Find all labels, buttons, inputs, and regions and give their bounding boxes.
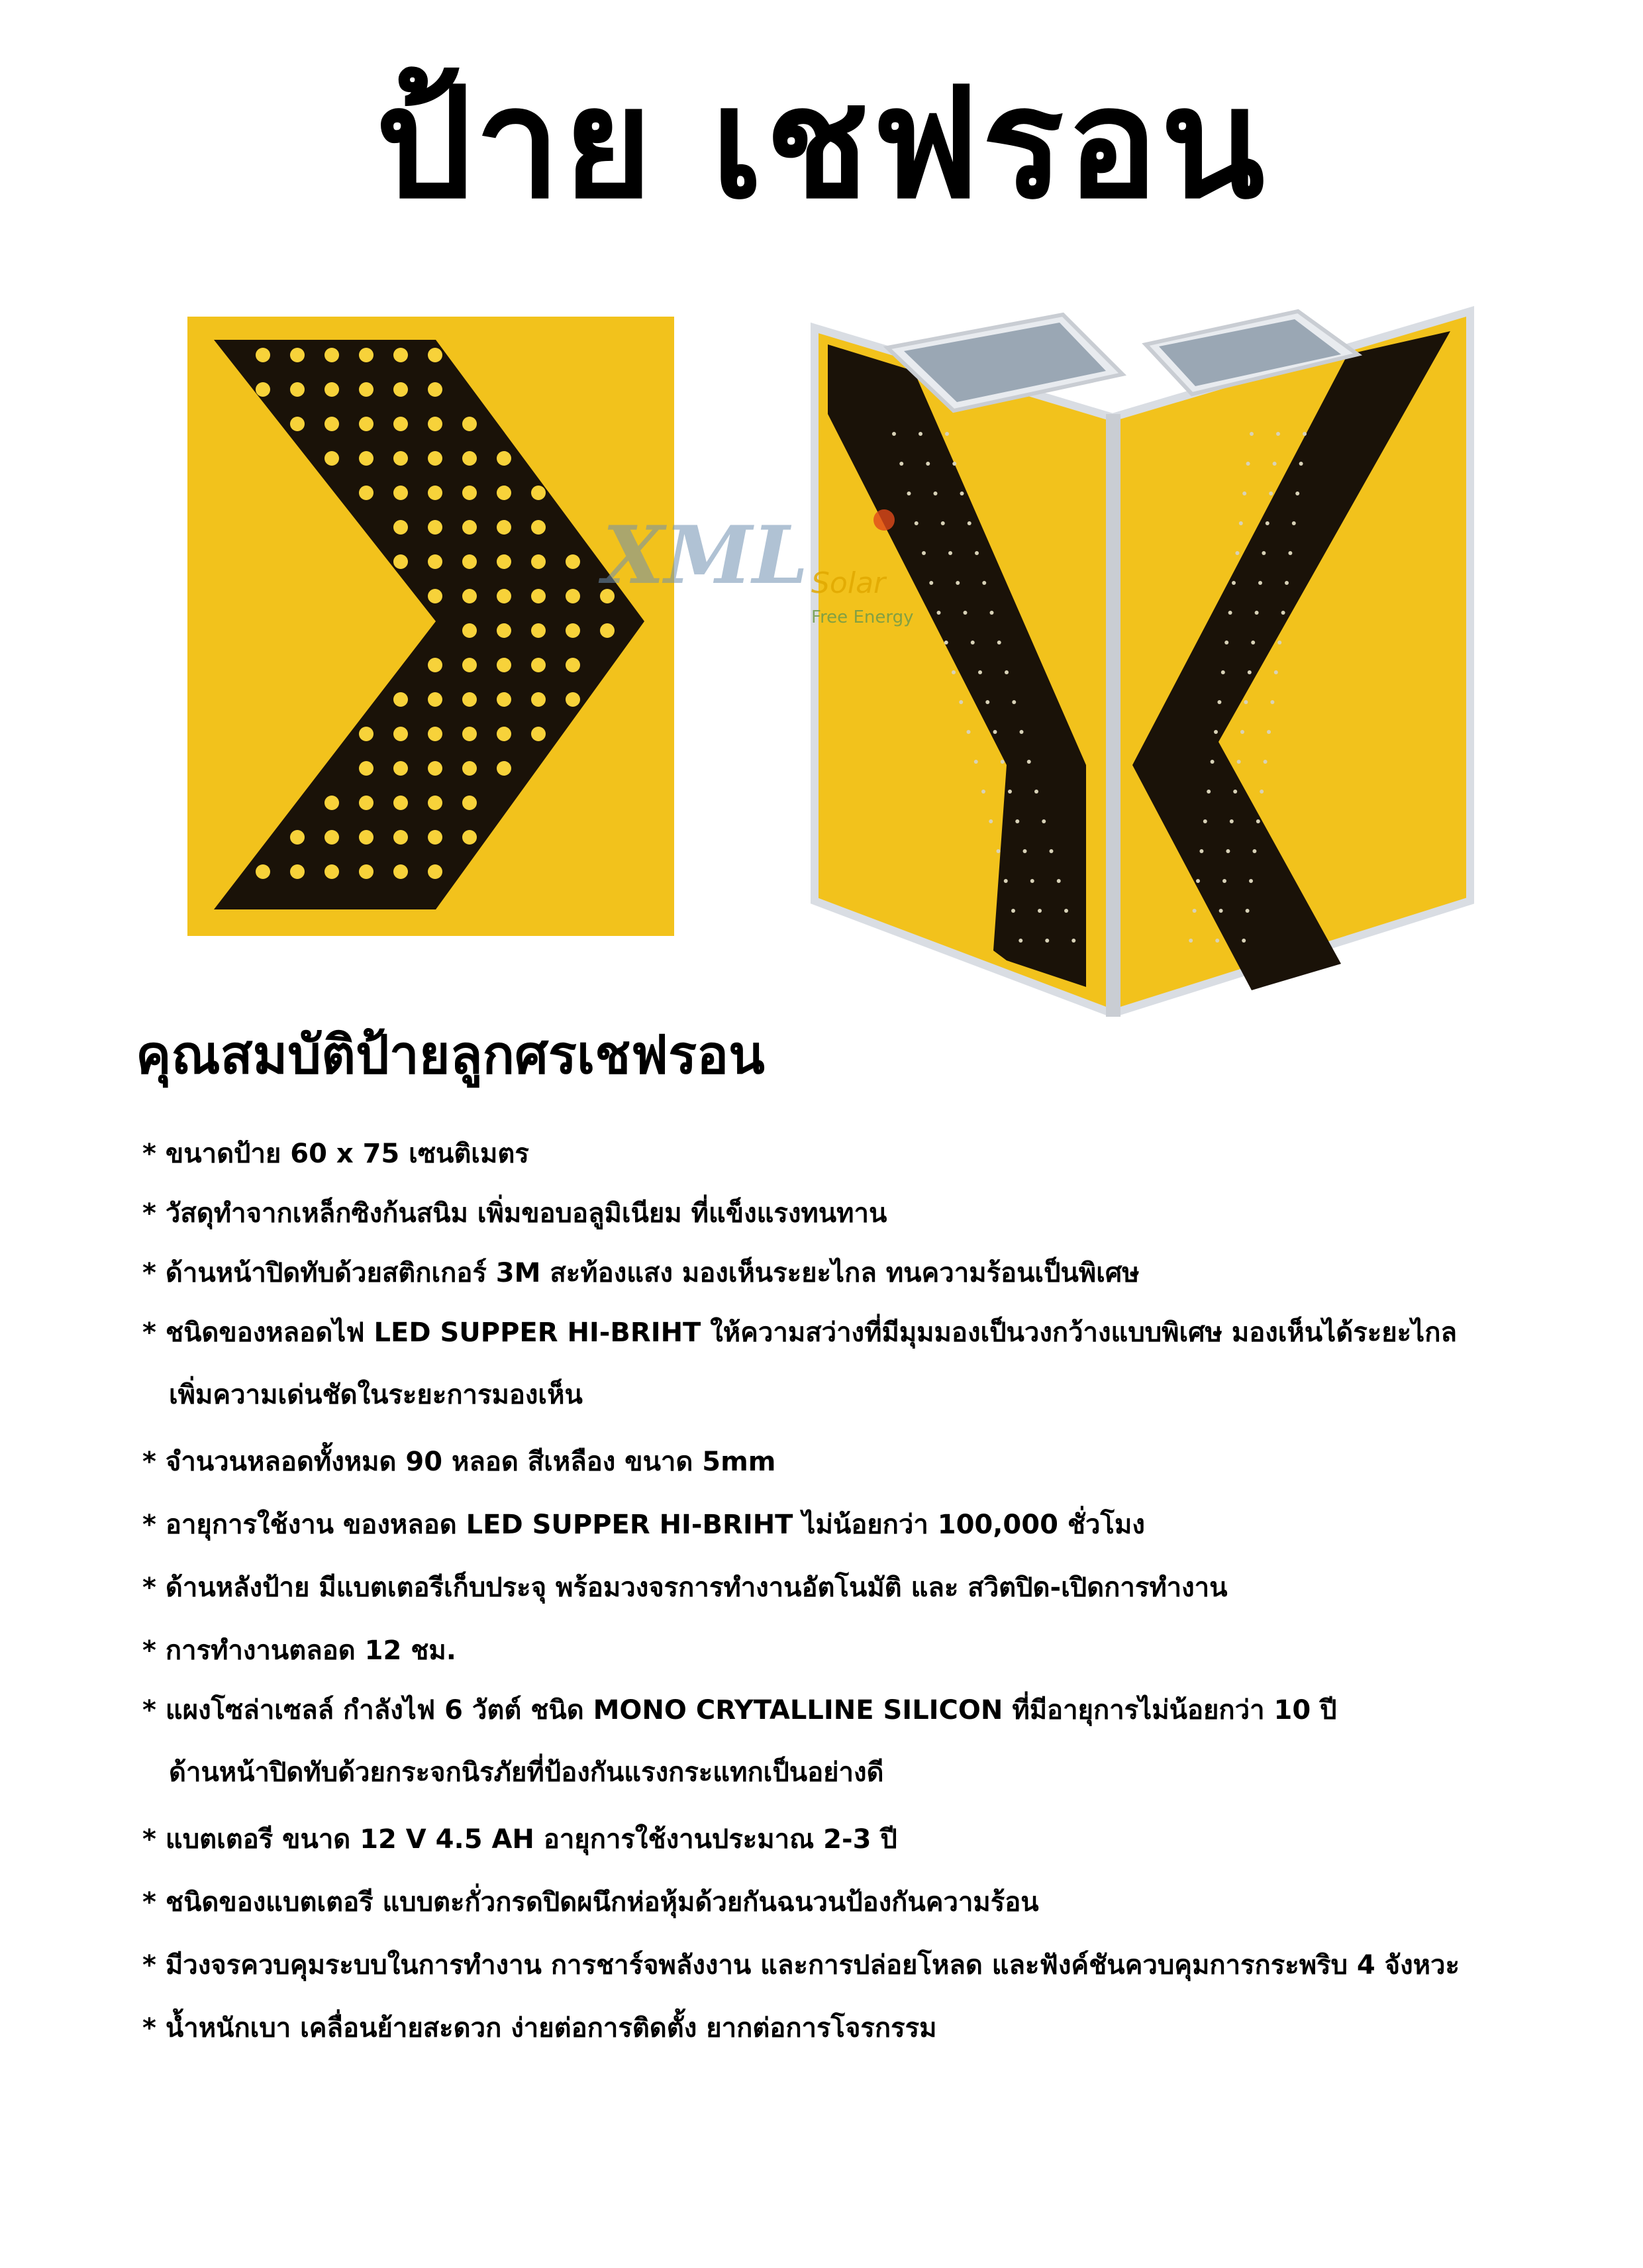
led-dot [359,417,373,431]
led-dot [393,348,408,362]
led-dot [964,611,968,615]
led-dot [1027,760,1031,764]
led-dot [899,462,903,466]
led-dot [359,727,373,741]
led-dot [497,554,511,569]
led-dot [934,491,938,495]
led-dot [428,520,442,535]
led-dot [968,521,971,525]
led-dot [428,658,442,672]
spec-item: * ด้านหลังป้าย มีแบตเตอรีเก็บประจุ พร้อมวงจรการทำงานอัตโนมัติ และ สวิตปิด-เปิดการทำงาน [142,1572,1228,1603]
solar-chevron-sign-box-image [788,301,1477,1017]
led-dot [1221,670,1225,674]
led-dot [1262,551,1266,555]
led-dot [978,670,982,674]
led-dot [428,348,442,362]
led-dot [1237,760,1241,764]
led-dot [531,589,546,603]
spec-item: * ชนิดของแบตเตอรี แบบตะกั่วกรดปิดผนึกห่อหุ้มด้วยกันฉนวนป้องกันความร้อน [142,1887,1039,1918]
led-dot [1005,670,1009,674]
led-dot [967,730,971,734]
led-dot [290,417,305,431]
led-dot [892,432,896,436]
led-dot [428,864,442,879]
led-dot [1281,611,1285,615]
led-dot [290,864,305,879]
spec-item: * จำนวนหลอดทั้งหมด 90 หลอด สีเหลือง ขนาด 5mm [142,1447,776,1477]
spec-item: * แบตเตอรี ขนาด 12 V 4.5 AH อายุการใช้งานประมาณ 2-3 ปี [142,1824,897,1855]
led-dot [1260,790,1264,794]
led-dot [531,692,546,707]
led-dot [926,462,930,466]
led-dot [359,761,373,776]
spec-item: * การทำงานตลอด 12 ชม. [142,1635,456,1666]
led-dot [1230,819,1234,823]
led-dot [1008,790,1012,794]
led-dot [1292,521,1296,525]
spec-text: มีวงจรควบคุมระบบในการทำงาน การชาร์จพลังงาน และการปล่อยโหลด และฟังค์ชันควบคุมการกระพริบ 4 จังหวะ [165,1950,1460,1981]
led-dot [393,520,408,535]
led-dot [1246,909,1250,913]
led-dot [462,658,477,672]
led-dot [952,670,956,674]
led-dot [1219,909,1223,913]
spec-text: ขนาดป้าย 60 x 75 เซนติเมตร [165,1139,529,1169]
led-dot [428,796,442,810]
led-dot [971,641,975,644]
led-dot [1011,909,1015,913]
spec-text: น้ำหนักเบา เคลื่อนย้ายสะดวก ง่ายต่อการติดตั้ง ยากต่อการโจรกรรม [165,2013,937,2043]
led-dot [324,382,339,397]
led-dot [497,727,511,741]
led-dot [462,761,477,776]
led-dot [1199,849,1203,853]
led-dot [1232,581,1236,585]
led-dot [497,623,511,638]
led-dot [1251,641,1255,644]
led-dot [393,864,408,879]
led-dot [1034,790,1038,794]
watermark-tagline: Free Energy [811,607,914,627]
led-dot [428,589,442,603]
led-dot [566,623,580,638]
xml-solar-watermark-logo [589,493,934,633]
led-dot [1196,879,1200,883]
led-dot [1228,611,1232,615]
led-dot [1255,611,1259,615]
led-dot [324,451,339,466]
led-dot [497,486,511,500]
led-dot [359,796,373,810]
led-dot [948,551,952,555]
led-dot [1303,432,1307,436]
led-dot [393,554,408,569]
led-dot [566,658,580,672]
led-dot [1264,760,1268,764]
led-dot [1246,462,1250,466]
led-dot [1235,551,1239,555]
led-dot [393,830,408,845]
led-dot [1193,909,1197,913]
led-dot [497,520,511,535]
led-dot [531,727,546,741]
led-dot [1045,939,1049,943]
led-dot [497,451,511,466]
led-dot [428,692,442,707]
led-dot [462,623,477,638]
led-dot [989,819,993,823]
led-dot [1295,491,1299,495]
led-dot [462,692,477,707]
led-dot [937,611,941,615]
sun-icon [873,509,895,531]
led-dot [497,589,511,603]
led-dot [393,727,408,741]
led-dot [1266,521,1270,525]
led-dot [1030,879,1034,883]
led-dot [919,432,922,436]
led-dot [324,417,339,431]
led-dot [359,451,373,466]
led-dot [1244,700,1248,704]
led-dot [1226,849,1230,853]
led-dot [1242,939,1246,943]
led-dot [1020,730,1024,734]
led-dot [531,623,546,638]
led-dot [1023,849,1027,853]
led-dot [462,830,477,845]
spec-text: วัสดุทำจากเหล็กซิงก้นสนิม เพิ่มขอบอลูมิเนียม ที่แข็งแรงทนทาน [165,1198,887,1229]
led-dot [428,417,442,431]
led-dot [952,462,956,466]
led-dot [531,658,546,672]
led-dot [1071,939,1075,943]
led-dot [1270,700,1274,704]
spec-text: ชนิดของแบตเตอรี แบบตะกั่วกรดปิดผนึกห่อหุ้มด้วยกันฉนวนป้องกันความร้อน [165,1887,1039,1918]
led-dot [462,554,477,569]
led-dot [462,796,477,810]
led-dot [393,486,408,500]
led-dot [1203,819,1207,823]
led-dot [290,830,305,845]
led-dot [1222,879,1226,883]
led-dot [359,382,373,397]
led-dot [1250,432,1254,436]
led-dot [256,348,270,362]
spec-item: * อายุการใช้งาน ของหลอด LED SUPPER HI-BRIHT ไม่น้อยกว่า 100,000 ชั่วโมง [142,1510,1145,1540]
led-dot [462,589,477,603]
led-dot [1249,879,1253,883]
led-dot [324,864,339,879]
spec-item: * ขนาดป้าย 60 x 75 เซนติเมตร [142,1139,529,1169]
led-dot [990,611,994,615]
led-dot [1240,730,1244,734]
spec-text: ด้านหน้าปิดทับด้วยสติกเกอร์ 3M สะท้องแสง มองเห็นระยะไกล ทนความร้อนเป็นพิเศษ [165,1258,1140,1288]
led-dot [462,727,477,741]
led-dot [428,761,442,776]
led-dot [428,486,442,500]
spec-text: แผงโซล่าเซลล์ กำลังไฟ 6 วัตต์ ชนิด MONO CRYTALLINE SILICON ที่มีอายุการไม่น้อยกว่า 10 ปี [165,1695,1337,1726]
led-dot [428,554,442,569]
led-dot [1207,790,1211,794]
led-dot [1299,462,1303,466]
led-dot [531,520,546,535]
led-dot [531,486,546,500]
led-dot [462,417,477,431]
watermark-brand: XML [603,509,809,602]
spec-item: * ด้านหน้าปิดทับด้วยสติกเกอร์ 3M สะท้องแสง มองเห็นระยะไกล ทนความร้อนเป็นพิเศษ [142,1258,1140,1288]
led-dot [290,348,305,362]
led-dot [1004,879,1008,883]
led-dot [566,589,580,603]
led-dot [997,641,1001,644]
led-dot [1248,670,1252,674]
led-dot [985,700,989,704]
led-dot [982,581,986,585]
spec-text: แบตเตอรี ขนาด 12 V 4.5 AH อายุการใช้งานประมาณ 2-3 ปี [165,1824,897,1855]
spec-text: อายุการใช้งาน ของหลอด LED SUPPER HI-BRIHT ไม่น้อยกว่า 100,000 ชั่วโมง [165,1510,1145,1540]
led-dot [1050,849,1054,853]
led-dot [462,451,477,466]
spec-text-continued: เพิ่มความเด่นชัดในระยะการมองเห็น [169,1380,583,1410]
led-dot [1057,879,1061,883]
led-dot [1214,730,1218,734]
led-dot [981,790,985,794]
led-dot [997,849,1001,853]
led-dot [1274,670,1278,674]
led-dot [290,382,305,397]
led-dot [1012,700,1016,704]
led-dot [393,692,408,707]
led-dot [1019,939,1022,943]
led-dot [974,760,978,764]
led-dot [324,796,339,810]
led-dot [393,761,408,776]
led-dot [497,658,511,672]
led-dot [1189,939,1193,943]
led-dot [1273,462,1277,466]
led-dot [324,348,339,362]
led-dot [393,382,408,397]
led-dot [1015,819,1019,823]
led-dot [359,830,373,845]
spec-item: * ชนิดของหลอดไฟ LED SUPPER HI-BRIHT ให้ความสว่างที่มีมุมมองเป็นวงกว้างแบบพิเศษ มองเห็นได้ระยะไกล เพิ่มความเด่นชัดในระยะการมองเห็น [142,1317,1457,1410]
watermark-sub: Solar [811,566,886,600]
spec-text: การทำงานตลอด 12 ชม. [165,1635,456,1666]
led-dot [1258,581,1262,585]
led-dot [1211,760,1215,764]
led-dot [462,486,477,500]
led-dot [1038,909,1042,913]
led-dot [1256,819,1260,823]
led-dot [1242,491,1246,495]
spec-item: * แผงโซล่าเซลล์ กำลังไฟ 6 วัตต์ ชนิด MONO CRYTALLINE SILICON ที่มีอายุการไม่น้อยกว่า 10 ปี ด้านหน้าปิดทับด้วยกระจกนิรภัยที่ป้องกันแรงกระแทกเป็นอย่างดี [142,1695,1337,1788]
led-dot [960,491,964,495]
spec-text: จำนวนหลอดทั้งหมด 90 หลอด สีเหลือง ขนาด 5mm [165,1447,776,1477]
led-dot [393,796,408,810]
spec-item: * มีวงจรควบคุมระบบในการทำงาน การชาร์จพลังงาน และการปล่อยโหลด และฟังค์ชันควบคุมการกระพริบ 4 จังหวะ [142,1950,1460,1981]
spec-text: ด้านหลังป้าย มีแบตเตอรีเก็บประจุ พร้อมวงจรการทำงานอัตโนมัติ และ สวิตปิด-เปิดการทำงาน [165,1572,1228,1603]
led-dot [1267,730,1271,734]
spec-text: ชนิดของหลอดไฟ LED SUPPER HI-BRIHT ให้ความสว่างที่มีมุมมองเป็นวงกว้างแบบพิเศษ มองเห็นได้ระยะไกล [165,1317,1457,1348]
led-dot [462,520,477,535]
led-dot [1239,521,1243,525]
led-dot [359,864,373,879]
led-dot [1288,551,1292,555]
led-dot [956,581,960,585]
led-dot [959,700,963,704]
led-dot [1285,581,1289,585]
led-dot [428,830,442,845]
led-dot [428,451,442,466]
led-dot [945,432,949,436]
led-dot [1233,790,1237,794]
led-dot [1269,491,1273,495]
led-dot [324,830,339,845]
spec-text-continued: ด้านหน้าปิดทับด้วยกระจกนิรภัยที่ป้องกันแรงกระแทกเป็นอย่างดี [169,1757,884,1788]
led-dot [497,761,511,776]
led-dot [531,554,546,569]
led-dot [359,486,373,500]
led-dot [256,864,270,879]
led-dot [975,551,979,555]
led-dot [941,521,945,525]
spec-item: * วัสดุทำจากเหล็กซิงก้นสนิม เพิ่มขอบอลูมิเนียม ที่แข็งแรงทนทาน [142,1198,887,1229]
led-dot [1217,700,1221,704]
led-dot [1276,432,1280,436]
led-dot [566,554,580,569]
led-dot [944,641,948,644]
led-dot [428,382,442,397]
led-dot [256,382,270,397]
spec-item: * น้ำหนักเบา เคลื่อนย้ายสะดวก ง่ายต่อการติดตั้ง ยากต่อการโจรกรรม [142,2013,937,2043]
led-dot [428,727,442,741]
led-dot [1215,939,1219,943]
led-dot [566,692,580,707]
led-dot [1224,641,1228,644]
led-dot [1001,760,1005,764]
led-dot [993,730,997,734]
section-title: คุณสมบัติป้ายลูกศรเชฟรอน [136,1024,765,1086]
led-dot [497,692,511,707]
led-dot [1277,641,1281,644]
led-dot [393,417,408,431]
led-dot [1064,909,1068,913]
led-dot [393,451,408,466]
led-dot [359,348,373,362]
page-title: ป้าย เชฟรอน [375,56,1268,232]
led-dot [1252,849,1256,853]
led-dot [1042,819,1046,823]
